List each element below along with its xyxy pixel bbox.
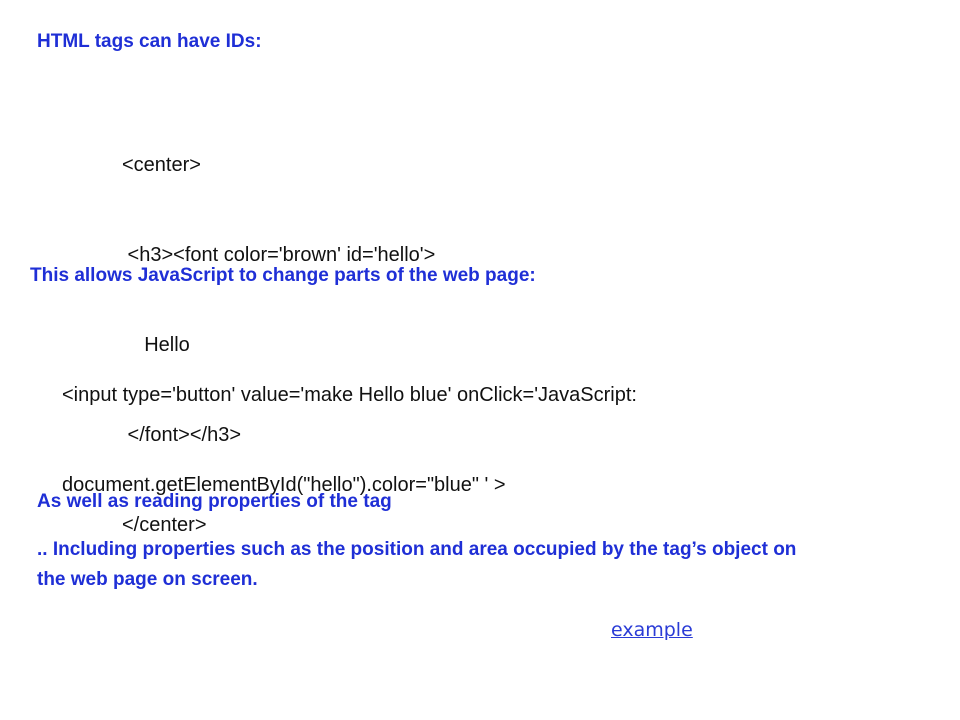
heading-line: .. Including properties such as the position and area occupied by the tag’s object on (37, 539, 797, 560)
heading-javascript-change: This allows JavaScript to change parts of the web page: (30, 265, 536, 286)
heading-reading-properties: As well as reading properties of the tag (37, 491, 392, 512)
code-line: <h3><font color='brown' id='hello'> (122, 244, 436, 266)
heading-html-ids: HTML tags can have IDs: (37, 31, 262, 52)
example-link[interactable]: example (611, 619, 693, 641)
heading-position-area (37, 535, 796, 595)
code-line: </center> (122, 514, 207, 536)
code-line: </font></h3> (122, 424, 241, 446)
heading-line: the web page on screen. (37, 569, 258, 590)
code-line: <input type='button' value='make Hello blue' onClick='JavaScript: (62, 384, 637, 406)
code-line: <center> (122, 154, 201, 176)
code-line: document.getElementById("hello").color="blue" ' > (62, 474, 506, 496)
code-line: Hello (122, 334, 190, 356)
